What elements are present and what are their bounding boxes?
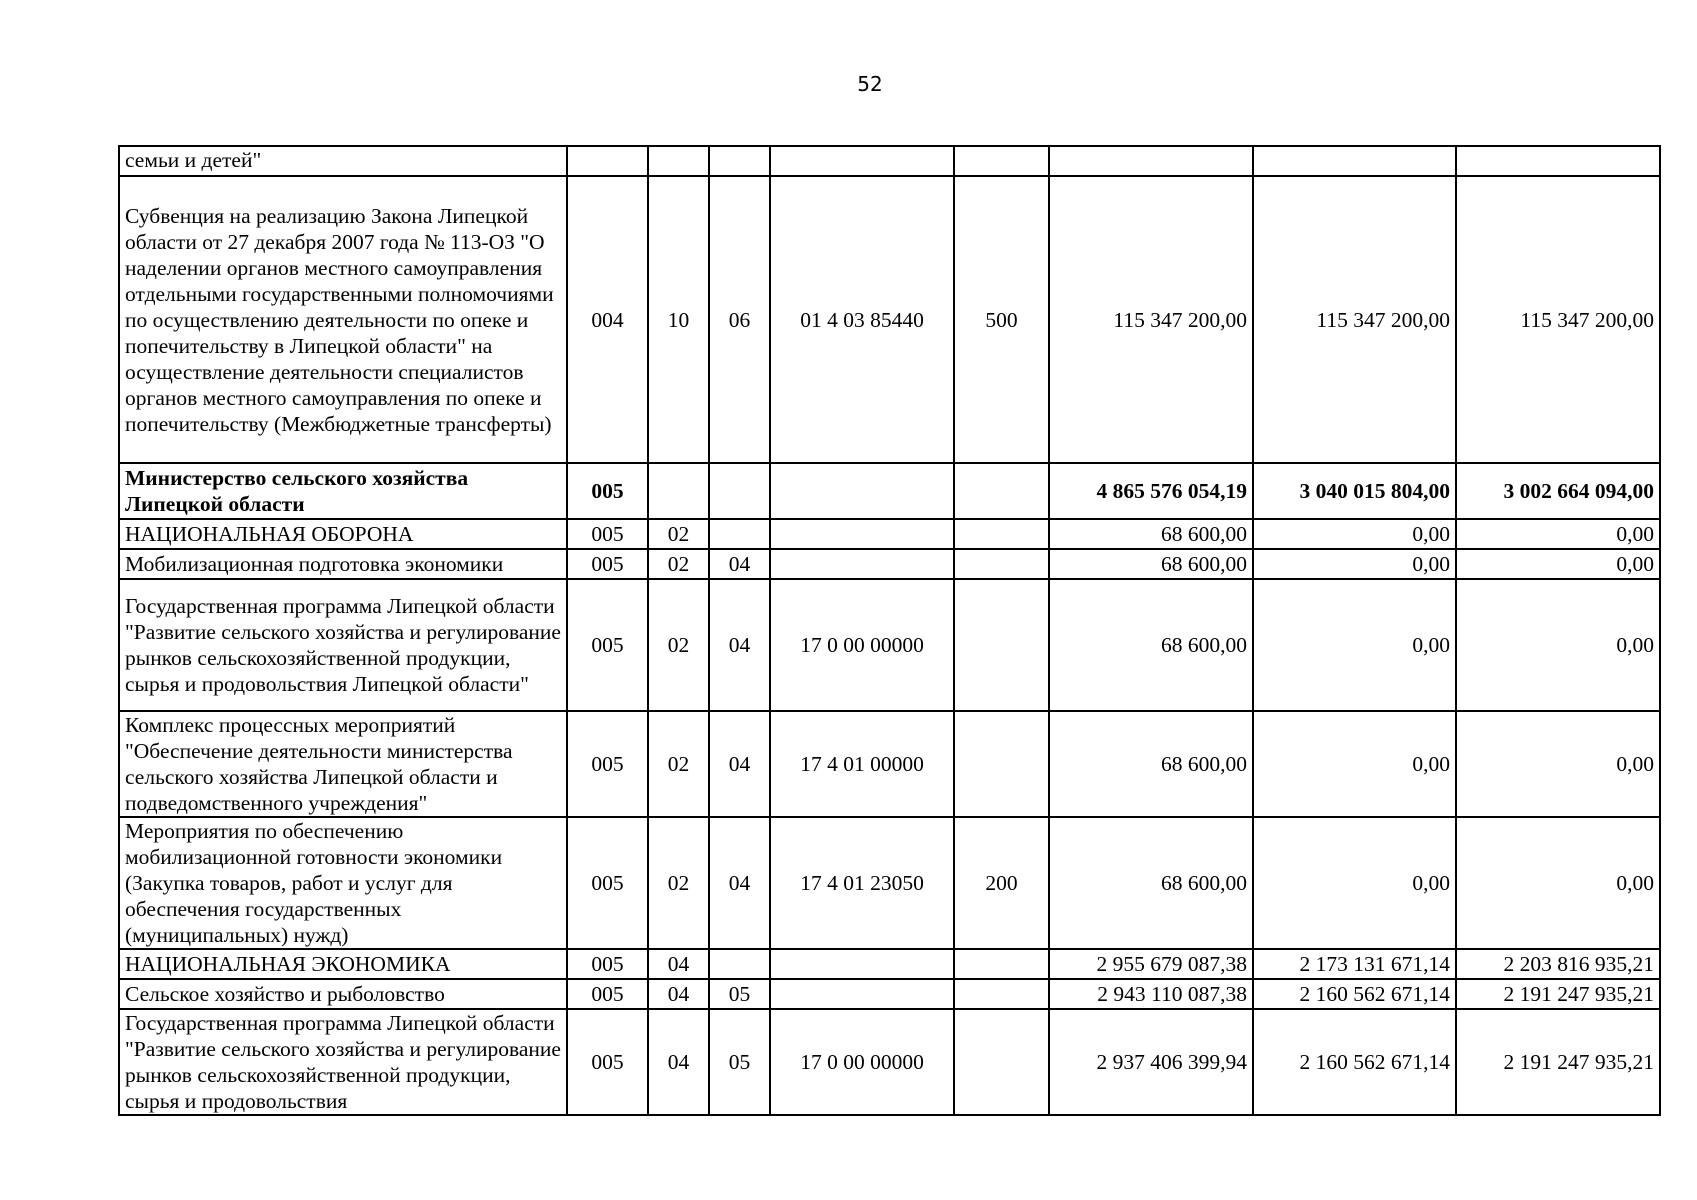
subsection-code: 04: [709, 817, 770, 949]
section-code: 02: [648, 579, 709, 711]
subsection-code: [709, 519, 770, 549]
expense-type-code: [954, 146, 1049, 176]
table-row: [119, 519, 1660, 549]
table-row: [119, 176, 1660, 463]
subsection-code: [709, 146, 770, 176]
target-article-code: [770, 146, 954, 176]
target-article-code: [770, 463, 954, 519]
target-article-code: [770, 979, 954, 1009]
ministry-code: 004: [567, 176, 648, 463]
amount-year-1: [1049, 146, 1253, 176]
target-article-code: [770, 549, 954, 579]
amount-year-1: 2 937 406 399,94: [1049, 1009, 1253, 1115]
subsection-code: [709, 949, 770, 979]
section-code: 02: [648, 519, 709, 549]
row-name: Комплекс процессных мероприятий "Обеспечение деятельности министерства сельского хозяйства Липецкой области и подведомственного учреждения": [119, 711, 567, 817]
section-code: [648, 463, 709, 519]
section-code: 04: [648, 979, 709, 1009]
row-name: семьи и детей": [119, 146, 567, 176]
amount-year-1: 68 600,00: [1049, 579, 1253, 711]
ministry-code: 005: [567, 1009, 648, 1115]
row-name: Министерство сельского хозяйства Липецкой области: [119, 463, 567, 519]
row-name: Мобилизационная подготовка экономики: [119, 549, 567, 579]
target-article-code: 17 0 00 00000: [770, 1009, 954, 1115]
table-row: [119, 1009, 1660, 1115]
table-row: [119, 463, 1660, 519]
expense-type-code: [954, 1009, 1049, 1115]
ministry-code: [567, 146, 648, 176]
amount-year-3: 3 002 664 094,00: [1456, 463, 1660, 519]
subsection-code: 04: [709, 711, 770, 817]
amount-year-2: 0,00: [1253, 711, 1456, 817]
page-number: 52: [857, 72, 883, 96]
row-name: Государственная программа Липецкой области "Развитие сельского хозяйства и регулирование рынков сельскохозяйственной продукции, сырья и продовольствия Липецкой области": [119, 579, 567, 711]
table-row: [119, 549, 1660, 579]
table-row: [119, 817, 1660, 949]
amount-year-2: 2 160 562 671,14: [1253, 1009, 1456, 1115]
amount-year-1: 2 943 110 087,38: [1049, 979, 1253, 1009]
amount-year-3: 2 191 247 935,21: [1456, 979, 1660, 1009]
amount-year-2: 0,00: [1253, 817, 1456, 949]
table-row: [119, 711, 1660, 817]
ministry-code: 005: [567, 979, 648, 1009]
row-name: Субвенция на реализацию Закона Липецкой области от 27 декабря 2007 года № 113-ОЗ "О наделении органов местного самоуправления отдельными государственными полномочиями по осуществлению деятельности по опеке и попечительству в Липецкой области" на осуществление деятельности специалистов органов местного самоуправления по опеке и попечительству (Межбюджетные трансферты): [119, 176, 567, 463]
amount-year-2: [1253, 146, 1456, 176]
table-row: [119, 949, 1660, 979]
amount-year-1: 2 955 679 087,38: [1049, 949, 1253, 979]
expense-type-code: [954, 519, 1049, 549]
ministry-code: 005: [567, 549, 648, 579]
section-code: 04: [648, 949, 709, 979]
expense-type-code: 200: [954, 817, 1049, 949]
expense-type-code: [954, 549, 1049, 579]
ministry-code: 005: [567, 463, 648, 519]
expense-type-code: [954, 949, 1049, 979]
amount-year-1: 4 865 576 054,19: [1049, 463, 1253, 519]
amount-year-3: [1456, 146, 1660, 176]
row-name: НАЦИОНАЛЬНАЯ ЭКОНОМИКА: [119, 949, 567, 979]
target-article-code: 17 4 01 23050: [770, 817, 954, 949]
table-row: [119, 579, 1660, 711]
amount-year-3: 0,00: [1456, 817, 1660, 949]
amount-year-2: 2 160 562 671,14: [1253, 979, 1456, 1009]
target-article-code: 17 0 00 00000: [770, 579, 954, 711]
expense-type-code: [954, 463, 1049, 519]
subsection-code: 05: [709, 979, 770, 1009]
table-body: [119, 146, 1660, 1115]
amount-year-3: 0,00: [1456, 579, 1660, 711]
ministry-code: 005: [567, 817, 648, 949]
amount-year-1: 68 600,00: [1049, 519, 1253, 549]
row-name: Сельское хозяйство и рыболовство: [119, 979, 567, 1009]
amount-year-1: 68 600,00: [1049, 549, 1253, 579]
amount-year-3: 115 347 200,00: [1456, 176, 1660, 463]
section-code: 10: [648, 176, 709, 463]
amount-year-3: 0,00: [1456, 711, 1660, 817]
target-article-code: [770, 519, 954, 549]
amount-year-3: 2 203 816 935,21: [1456, 949, 1660, 979]
amount-year-1: 68 600,00: [1049, 817, 1253, 949]
section-code: [648, 146, 709, 176]
amount-year-3: 0,00: [1456, 549, 1660, 579]
amount-year-1: 68 600,00: [1049, 711, 1253, 817]
amount-year-2: 2 173 131 671,14: [1253, 949, 1456, 979]
subsection-code: 04: [709, 579, 770, 711]
section-code: 04: [648, 1009, 709, 1115]
ministry-code: 005: [567, 711, 648, 817]
amount-year-2: 0,00: [1253, 549, 1456, 579]
table-row: [119, 146, 1660, 176]
row-name: Государственная программа Липецкой области "Развитие сельского хозяйства и регулирование рынков сельскохозяйственной продукции, сырья и продовольствия: [119, 1009, 567, 1115]
budget-table: [118, 145, 1661, 1116]
row-name: Мероприятия по обеспечению мобилизационной готовности экономики (Закупка товаров, работ и услуг для обеспечения государственных (муниципальных) нужд): [119, 817, 567, 949]
subsection-code: 06: [709, 176, 770, 463]
subsection-code: 05: [709, 1009, 770, 1115]
expense-type-code: [954, 579, 1049, 711]
amount-year-3: 0,00: [1456, 519, 1660, 549]
ministry-code: 005: [567, 519, 648, 549]
row-name: НАЦИОНАЛЬНАЯ ОБОРОНА: [119, 519, 567, 549]
amount-year-2: 0,00: [1253, 519, 1456, 549]
amount-year-2: 3 040 015 804,00: [1253, 463, 1456, 519]
amount-year-1: 115 347 200,00: [1049, 176, 1253, 463]
section-code: 02: [648, 549, 709, 579]
subsection-code: 04: [709, 549, 770, 579]
ministry-code: 005: [567, 949, 648, 979]
amount-year-3: 2 191 247 935,21: [1456, 1009, 1660, 1115]
expense-type-code: [954, 711, 1049, 817]
target-article-code: 01 4 03 85440: [770, 176, 954, 463]
table-row: [119, 979, 1660, 1009]
expense-type-code: [954, 979, 1049, 1009]
section-code: 02: [648, 817, 709, 949]
section-code: 02: [648, 711, 709, 817]
ministry-code: 005: [567, 579, 648, 711]
target-article-code: [770, 949, 954, 979]
amount-year-2: 0,00: [1253, 579, 1456, 711]
amount-year-2: 115 347 200,00: [1253, 176, 1456, 463]
expense-type-code: 500: [954, 176, 1049, 463]
subsection-code: [709, 463, 770, 519]
target-article-code: 17 4 01 00000: [770, 711, 954, 817]
